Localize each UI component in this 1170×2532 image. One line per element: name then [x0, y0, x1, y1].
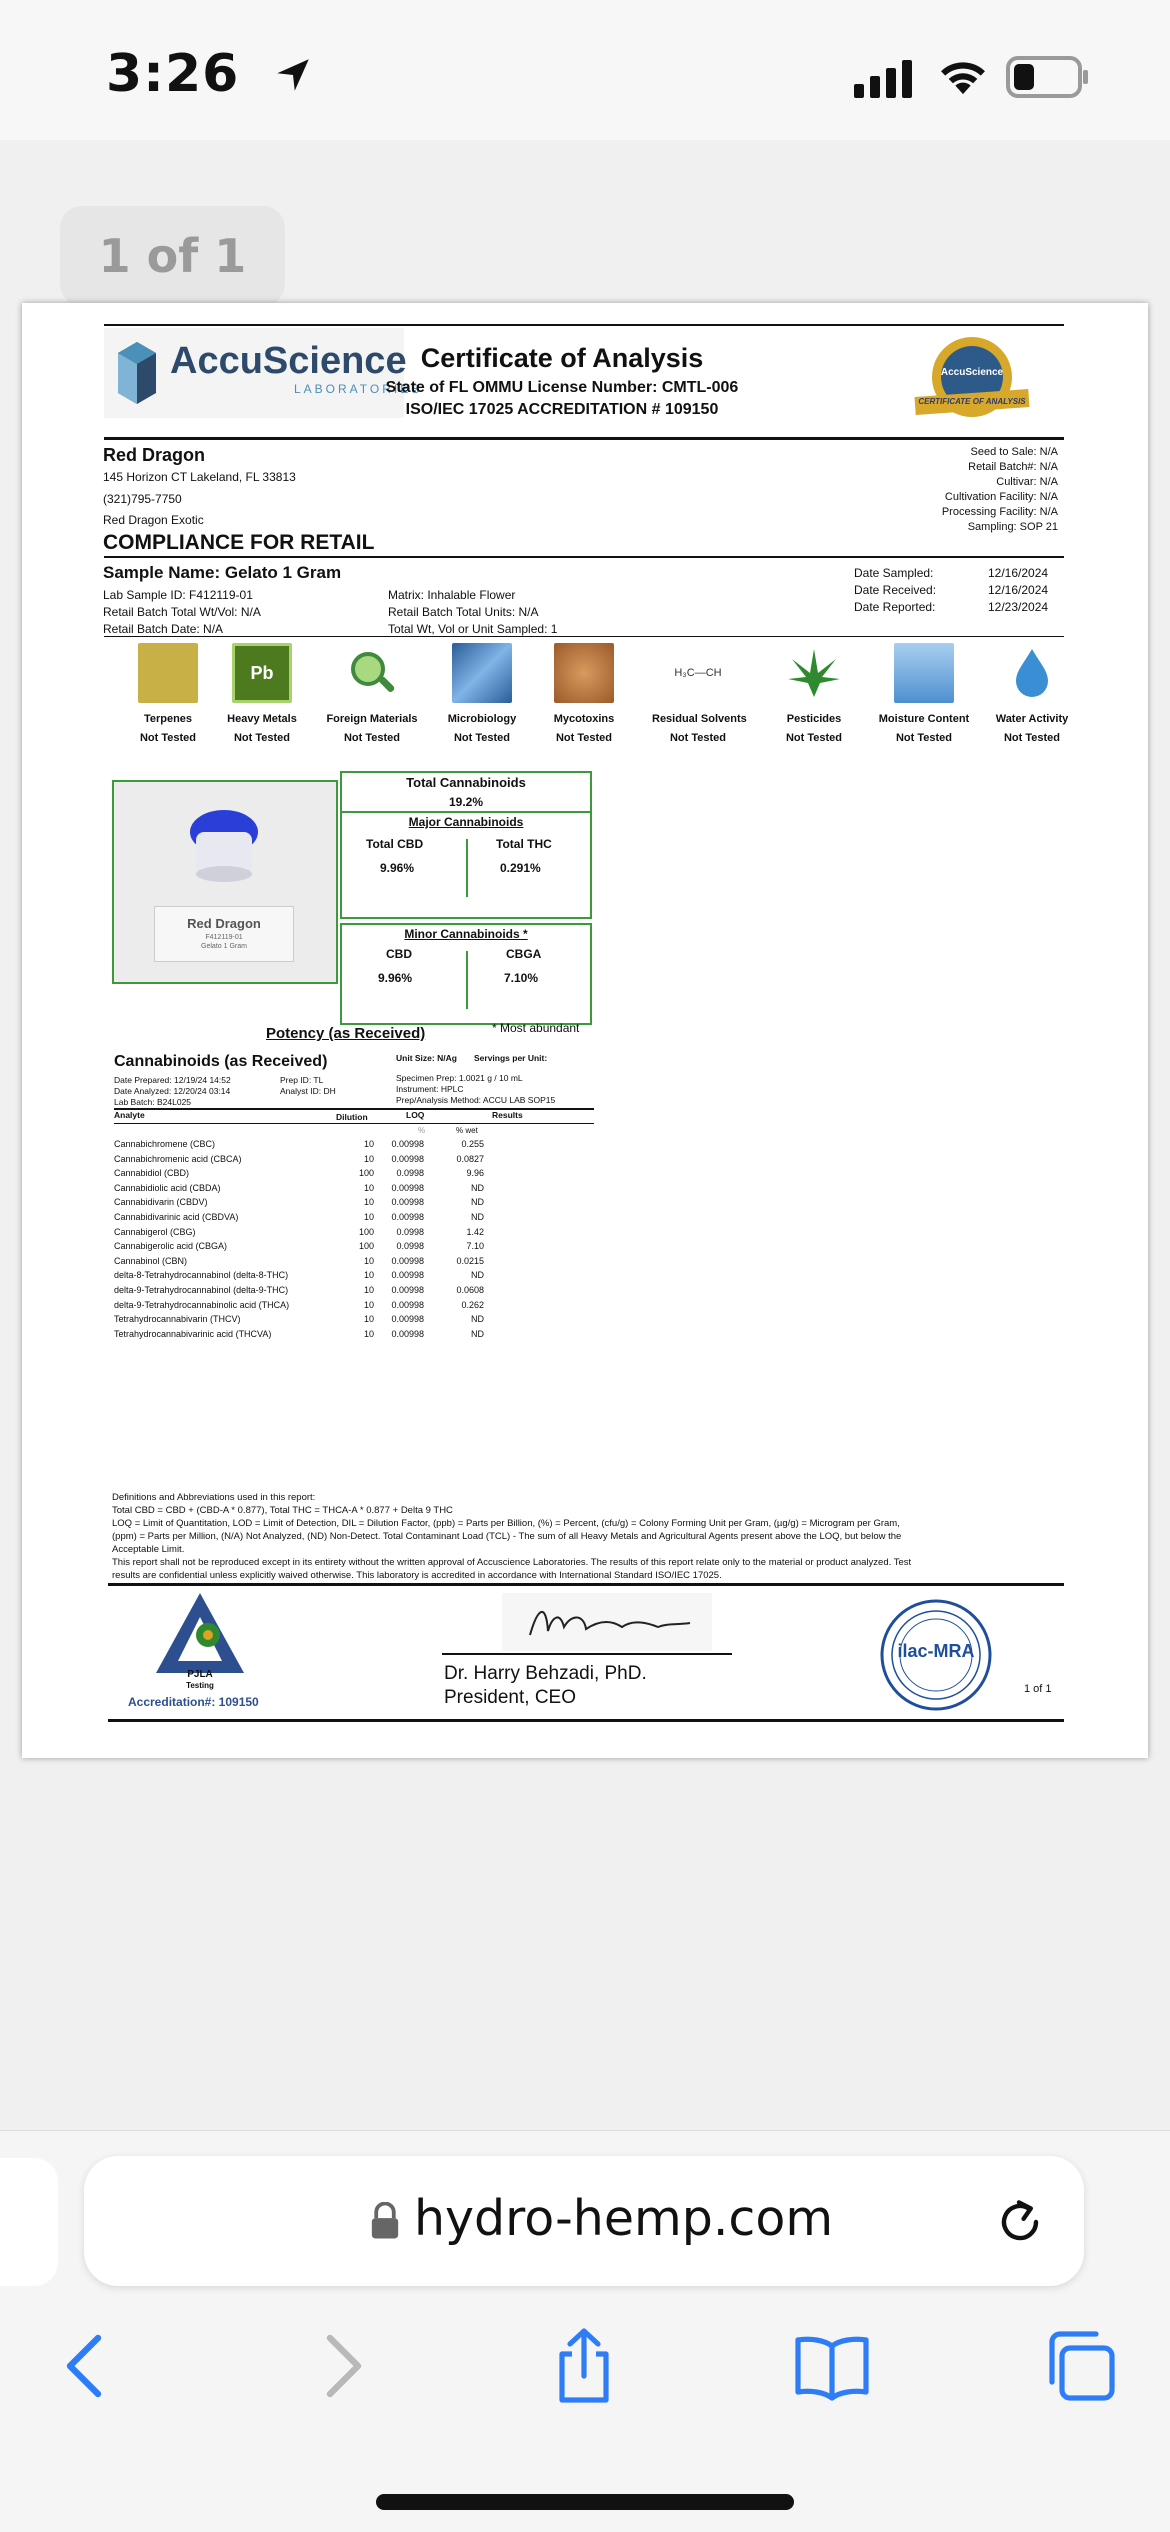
- wifi-icon: [936, 56, 990, 98]
- test-status: Not Tested: [785, 732, 843, 744]
- result-value: ND: [471, 1314, 484, 1325]
- result-value: ND: [471, 1212, 484, 1222]
- total-cannabinoids-label: Total Cannabinoids: [406, 775, 526, 790]
- total-cbd-label: Total CBD: [366, 837, 424, 851]
- loq-value: 0.00998: [391, 1255, 424, 1266]
- meta-cultivation-facility: Cultivation Facility: N/A: [944, 491, 1058, 503]
- test-status: Not Tested: [453, 732, 511, 744]
- sample-meta: [942, 445, 1058, 535]
- minor-a-value: 9.96%: [378, 971, 413, 985]
- certificate-seal: [907, 333, 1037, 428]
- test-water-activity: [986, 643, 1078, 744]
- dilution-value: 10: [363, 1139, 374, 1149]
- table-row: [114, 1285, 624, 1299]
- col-analyte: Analyte: [114, 1110, 145, 1120]
- date-received-value: 12/16/2024: [988, 583, 1049, 597]
- battery-icon: [1006, 56, 1090, 98]
- loq-value: 0.00998: [391, 1285, 424, 1295]
- analyte-table: [114, 1139, 624, 1349]
- table-row: [114, 1154, 624, 1168]
- analyte-name: Cannabinol (CBN): [114, 1255, 188, 1266]
- table-row: [114, 1270, 624, 1284]
- test-foreign-materials: [326, 643, 418, 744]
- dilution-value: 10: [363, 1212, 374, 1222]
- loq-value: 0.00998: [391, 1299, 424, 1310]
- test-mycotoxins: [538, 643, 630, 744]
- seal-bottom-text: CERTIFICATE OF ANALYSIS: [918, 397, 1026, 406]
- analyte-name: Cannabidivarinic acid (CBDVA): [114, 1212, 239, 1222]
- analyte-name: delta-8-Tetrahydrocannabinol (delta-8-THC): [114, 1270, 289, 1281]
- analyte-name: Tetrahydrocannabivarinic acid (THCVA): [114, 1328, 272, 1339]
- abbreviations-2: (ppm) = Parts per Million, (N/A) Not Analyzed, (ND) Non-Detect. Total Contaminant Load (TCL) - The sum of all Heavy Metals and Agricultural Agents present above the LOQ, but below the: [112, 1531, 902, 1542]
- page-indicator: 1 of 1: [60, 206, 285, 306]
- result-value: 0.255: [461, 1139, 484, 1149]
- abbreviations-3: Acceptable Limit.: [112, 1544, 185, 1555]
- minor-cannabinoids-box: [340, 923, 592, 1025]
- terpenes-icon: [138, 643, 198, 703]
- definitions-text: [112, 1491, 1072, 1582]
- certificate-title: Certificate of Analysis: [420, 343, 704, 373]
- date-sampled-value: 12/16/2024: [988, 566, 1049, 580]
- test-name: Microbiology: [447, 713, 517, 725]
- unit-size: Unit Size: N/Ag: [396, 1053, 457, 1063]
- logo-name: AccuScience: [170, 340, 407, 382]
- dilution-value: 10: [363, 1255, 374, 1266]
- test-residual-solvents: [652, 643, 747, 744]
- test-name: Moisture Content: [878, 713, 970, 725]
- col-loq: LOQ: [406, 1110, 425, 1120]
- result-value: ND: [471, 1182, 484, 1193]
- previous-tab-peek[interactable]: [0, 2158, 58, 2286]
- dilution-value: 10: [363, 1299, 374, 1310]
- lab-sample-id: Lab Sample ID: F412119-01: [103, 588, 253, 602]
- analyte-name: Cannabigerol (CBG): [114, 1226, 196, 1237]
- accreditation-line: ISO/IEC 17025 ACCREDITATION # 109150: [405, 401, 719, 418]
- test-status: Not Tested: [669, 732, 727, 744]
- cellular-signal-icon: [852, 58, 916, 98]
- table-row: [114, 1300, 624, 1314]
- home-indicator[interactable]: [376, 2494, 794, 2510]
- dilution-value: 100: [358, 1168, 374, 1179]
- total-cannabinoids-value: 19.2%: [448, 795, 484, 809]
- col-results: Results: [492, 1110, 523, 1120]
- test-name: Mycotoxins: [553, 713, 615, 725]
- meta-cultivar: Cultivar: N/A: [996, 476, 1058, 488]
- share-icon[interactable]: [544, 2326, 624, 2406]
- loq-value: 0.00998: [391, 1212, 424, 1222]
- dilution-value: 10: [363, 1328, 374, 1339]
- client-phone: (321)795-7750: [103, 492, 182, 506]
- potency-title: Potency (as Received): [266, 1025, 426, 1042]
- loq-value: 0.00998: [391, 1139, 424, 1149]
- table-row: [114, 1212, 624, 1226]
- pjla-logo-icon: [150, 1589, 250, 1679]
- analyte-name: Cannabichromenic acid (CBCA): [114, 1153, 242, 1164]
- mycotoxins-icon: [554, 643, 614, 703]
- analyte-name: Tetrahydrocannabivarin (THCV): [114, 1314, 241, 1325]
- signer-name: Dr. Harry Behzadi, PhD.: [444, 1663, 647, 1684]
- dilution-value: 10: [363, 1182, 374, 1193]
- test-heavy-metals: [216, 643, 308, 744]
- date-reported-label: Date Reported:: [854, 600, 936, 614]
- date-received-label: Date Received:: [854, 583, 937, 597]
- seal-top-text: AccuScience: [940, 367, 1004, 378]
- page-footer-number: 1 of 1: [1024, 1683, 1052, 1695]
- total-cannabinoids-box: [340, 771, 592, 919]
- disclaimer-2: results are confidential unless explicitly waived otherwise. This laboratory is accredited in accordance with International Standard ISO/IEC 17025.: [112, 1570, 722, 1581]
- document-viewer[interactable]: [0, 140, 1170, 2130]
- minor-cannabinoids-title: Minor Cannabinoids *: [404, 927, 528, 941]
- photo-sub1: F412119-01: [205, 934, 243, 941]
- test-name: Residual Solvents: [652, 713, 747, 725]
- total-thc-label: Total THC: [496, 837, 552, 851]
- result-value: ND: [471, 1328, 484, 1339]
- test-name: Water Activity: [995, 713, 1069, 725]
- bookmarks-icon[interactable]: [792, 2326, 872, 2406]
- test-status: Not Tested: [555, 732, 613, 744]
- client-address: 145 Horizon CT Lakeland, FL 33813: [103, 470, 296, 484]
- magnifier-icon: [342, 643, 402, 703]
- meta-retail-batch: Retail Batch#: N/A: [968, 461, 1058, 473]
- col-dilution: Dilution: [336, 1112, 368, 1122]
- date-prepared: Date Prepared: 12/19/24 14:52: [114, 1075, 231, 1085]
- dilution-value: 10: [363, 1270, 374, 1281]
- loq-value: 0.00998: [391, 1314, 424, 1325]
- compliance-heading: COMPLIANCE FOR RETAIL: [103, 531, 375, 554]
- status-time: 3:26: [106, 44, 240, 104]
- loq-value: 0.0998: [396, 1168, 424, 1179]
- loq-value: 0.00998: [391, 1153, 424, 1164]
- definitions-heading: Definitions and Abbreviations used in this report:: [112, 1492, 316, 1503]
- total-cbd-value: 9.96%: [380, 861, 415, 875]
- certificate-page: [22, 303, 1148, 1758]
- logo-sub: LABORATORIES: [294, 382, 423, 396]
- pjla-accreditation: Accreditation#: 109150: [128, 1695, 259, 1709]
- dilution-value: 10: [363, 1314, 374, 1325]
- table-row: [114, 1139, 624, 1153]
- table-row: [114, 1314, 624, 1328]
- analyte-name: Cannabigerolic acid (CBGA): [114, 1241, 228, 1252]
- test-status: Not Tested: [895, 732, 953, 744]
- result-value: 0.0827: [456, 1153, 484, 1164]
- analyte-name: Cannabidiolic acid (CBDA): [114, 1182, 221, 1193]
- url-text[interactable]: hydro-hemp.com: [414, 2190, 834, 2247]
- test-status: Not Tested: [343, 732, 401, 744]
- minor-a-label: CBD: [386, 947, 412, 961]
- dilution-value: 10: [363, 1197, 374, 1208]
- test-status: Not Tested: [233, 732, 291, 744]
- result-value: ND: [471, 1197, 484, 1208]
- result-unit: % wet: [456, 1126, 478, 1135]
- sample-name: Sample Name: Gelato 1 Gram: [103, 563, 342, 582]
- result-value: ND: [471, 1270, 484, 1281]
- photo-sub2: Gelato 1 Gram: [201, 943, 247, 950]
- loq-value: 0.0998: [396, 1241, 424, 1252]
- matrix: Matrix: Inhalable Flower: [388, 588, 516, 602]
- retail-batch-units: Retail Batch Total Units: N/A: [388, 605, 539, 619]
- date-analyzed: Date Analyzed: 12/20/24 03:14: [114, 1086, 231, 1096]
- abbreviations-1: LOQ = Limit of Quantitation, LOD = Limit of Detection, DIL = Dilution Factor, (ppb) = Parts per Billion, (%) = Percent, (cfu/g) = Colony Forming Unit per Gram, (µg/g) = Microgram per Gram,: [112, 1518, 900, 1529]
- table-row: [114, 1241, 624, 1255]
- specimen-prep: Specimen Prep: 1.0021 g / 10 mL: [396, 1073, 523, 1083]
- test-moisture-content: [878, 643, 970, 744]
- date-sampled-label: Date Sampled:: [854, 566, 934, 580]
- result-value: 0.0608: [456, 1285, 484, 1295]
- location-arrow-icon: [272, 54, 314, 96]
- dilution-value: 10: [363, 1153, 374, 1164]
- loq-value: 0.00998: [391, 1197, 424, 1208]
- analyte-name: delta-9-Tetrahydrocannabinolic acid (THCA): [114, 1299, 290, 1310]
- status-bar: [0, 0, 1170, 140]
- retail-batch-date: Retail Batch Date: N/A: [103, 622, 224, 636]
- hexagon-logo-icon: [116, 340, 158, 406]
- moisture-icon: [894, 643, 954, 703]
- photo-label: Red Dragon: [187, 916, 261, 931]
- analyte-name: Cannabidivarin (CBDV): [114, 1197, 208, 1208]
- dilution-value: 10: [363, 1285, 374, 1295]
- major-cannabinoids-title: Major Cannabinoids: [408, 815, 524, 829]
- result-value: 7.10: [466, 1241, 484, 1252]
- loq-value: 0.0998: [396, 1226, 424, 1237]
- sample-jar-icon: [174, 802, 274, 892]
- servings-per-unit: Servings per Unit:: [474, 1053, 548, 1063]
- client-name: Red Dragon: [103, 445, 206, 465]
- table-row: [114, 1168, 624, 1182]
- result-value: 0.262: [461, 1299, 484, 1310]
- test-pesticides: [768, 643, 860, 744]
- instrument: Instrument: HPLC: [396, 1084, 464, 1094]
- minor-b-value: 7.10%: [504, 971, 539, 985]
- disclaimer-1: This report shall not be reproduced except in its entirety without the written approval of Accuscience Laboratories. The results of this report relate only to the material or product analyzed. Test: [112, 1557, 912, 1568]
- meta-processing-facility: Processing Facility: N/A: [941, 506, 1058, 518]
- lab-batch: Lab Batch: B24L025: [114, 1097, 192, 1107]
- analyte-name: Cannabidiol (CBD): [114, 1168, 190, 1179]
- cannabis-leaf-icon: [784, 643, 844, 703]
- test-microbiology: [436, 643, 528, 744]
- ilac-mra-label: ilac-MRA: [897, 1641, 975, 1661]
- test-name: Foreign Materials: [326, 713, 418, 725]
- signature-image: [502, 1593, 712, 1651]
- result-value: 9.96: [466, 1168, 484, 1179]
- dilution-value: 100: [358, 1226, 374, 1237]
- loq-unit: %: [418, 1126, 426, 1135]
- total-thc-value: 0.291%: [500, 861, 541, 875]
- table-row: [114, 1256, 624, 1270]
- retail-batch-total-wt: Retail Batch Total Wt/Vol: N/A: [103, 605, 261, 619]
- address-bar[interactable]: [84, 2156, 1084, 2286]
- test-status: Not Tested: [1003, 732, 1061, 744]
- test-terpenes: [122, 643, 214, 744]
- microbiology-icon: [452, 643, 512, 703]
- result-value: 0.0215: [456, 1255, 484, 1266]
- tabs-icon[interactable]: [1040, 2326, 1120, 2406]
- total-formula: Total CBD = CBD + (CBD-A * 0.877), Total THC = THCA-A * 0.877 + Delta 9 THC: [112, 1505, 453, 1516]
- forward-icon[interactable]: [300, 2326, 380, 2406]
- test-name: Pesticides: [786, 713, 842, 725]
- loq-value: 0.00998: [391, 1270, 424, 1281]
- date-reported-value: 12/23/2024: [988, 600, 1049, 614]
- minor-b-label: CBGA: [506, 947, 542, 961]
- license-line: State of FL OMMU License Number: CMTL-006: [385, 379, 739, 396]
- water-drop-icon: [1002, 643, 1062, 703]
- table-row: [114, 1197, 624, 1211]
- dilution-value: 100: [358, 1241, 374, 1252]
- pjla-label: PJLA: [187, 1669, 213, 1680]
- analysis-method: Prep/Analysis Method: ACCU LAB SOP15: [396, 1095, 556, 1105]
- cannabinoids-heading: Cannabinoids (as Received): [114, 1053, 328, 1070]
- loq-value: 0.00998: [391, 1328, 424, 1339]
- prep-id: Prep ID: TL: [280, 1075, 324, 1085]
- loq-value: 0.00998: [391, 1182, 424, 1193]
- table-row: [114, 1329, 624, 1343]
- test-name: Heavy Metals: [227, 713, 297, 725]
- molecule-icon: H₃C—CH: [668, 643, 728, 703]
- analyte-name: Cannabichromene (CBC): [114, 1139, 216, 1149]
- test-status: Not Tested: [139, 732, 197, 744]
- lock-icon: [370, 2202, 400, 2240]
- test-categories: [122, 643, 1102, 758]
- signer-title: President, CEO: [444, 1687, 576, 1708]
- client-company: Red Dragon Exotic: [103, 513, 204, 527]
- seal-badge-icon: [907, 333, 1037, 428]
- back-icon[interactable]: [48, 2326, 128, 2406]
- table-row: [114, 1227, 624, 1241]
- table-row: [114, 1183, 624, 1197]
- total-sampled: Total Wt, Vol or Unit Sampled: 1: [388, 622, 558, 636]
- analyst-id: Analyst ID: DH: [280, 1086, 336, 1096]
- meta-sampling: Sampling: SOP 21: [967, 521, 1058, 533]
- result-value: 1.42: [466, 1226, 484, 1237]
- meta-seed-to-sale: Seed to Sale: N/A: [970, 446, 1058, 458]
- sample-photo: [112, 780, 338, 984]
- pjla-sub: Testing: [186, 1681, 214, 1690]
- most-abundant-note: * Most abundant: [492, 1021, 580, 1035]
- analyte-name: delta-9-Tetrahydrocannabinol (delta-9-THC): [114, 1285, 289, 1295]
- test-name: Terpenes: [143, 713, 193, 725]
- heavy-metals-icon: Pb: [232, 643, 292, 703]
- reload-icon[interactable]: [994, 2196, 1046, 2248]
